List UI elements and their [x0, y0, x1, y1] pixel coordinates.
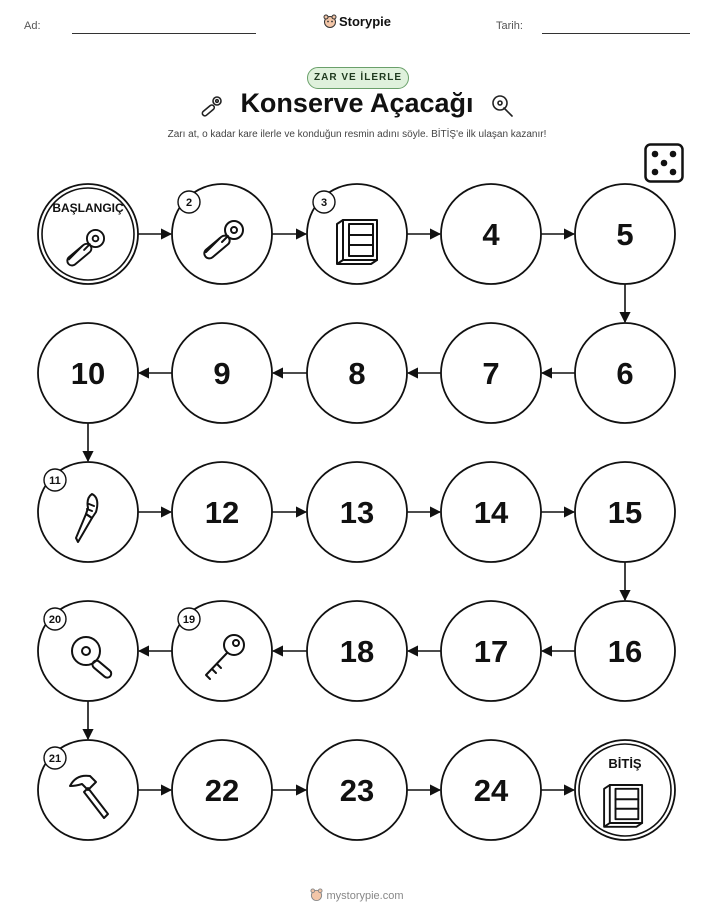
board-space-23[interactable] [307, 740, 407, 840]
space-number: 10 [70, 356, 106, 391]
space-number: 21 [48, 753, 62, 765]
space-number: 13 [339, 495, 375, 530]
space-number: 20 [48, 614, 62, 626]
board-space-7[interactable] [441, 323, 541, 423]
footer-url: mystorypie.com [326, 890, 404, 902]
board-space-19[interactable] [172, 601, 272, 701]
board-space-4[interactable] [441, 184, 541, 284]
space-number: 14 [473, 495, 509, 530]
board-space-25[interactable] [575, 740, 675, 840]
board-space-20[interactable] [38, 601, 138, 701]
board-space-5[interactable] [575, 184, 675, 284]
board-space-1[interactable] [38, 184, 138, 284]
board-space-3[interactable] [307, 184, 407, 284]
board-space-24[interactable] [441, 740, 541, 840]
board-space-18[interactable] [307, 601, 407, 701]
space-number: 24 [473, 773, 509, 808]
board-space-8[interactable] [307, 323, 407, 423]
page-title: Konserve Açacağı [240, 88, 474, 118]
date-label: Tarih: [496, 20, 523, 32]
brand-name: Storypie [338, 14, 391, 29]
space-number: 6 [616, 356, 634, 391]
board-space-14[interactable] [441, 462, 541, 562]
board-space-16[interactable] [575, 601, 675, 701]
board-space-6[interactable] [575, 323, 675, 423]
board-space-9[interactable] [172, 323, 272, 423]
space-number: 22 [204, 773, 240, 808]
storypie-logo-icon [310, 888, 323, 901]
space-number: 9 [213, 356, 231, 391]
board-space-21[interactable] [38, 740, 138, 840]
board-space-11[interactable] [38, 462, 138, 562]
board-space-22[interactable] [172, 740, 272, 840]
start-label: BAŞLANGIÇ [52, 201, 124, 215]
space-number: 2 [185, 197, 193, 209]
space-number: 4 [482, 217, 500, 252]
footer [0, 888, 714, 902]
finish-label: BİTİŞ [608, 756, 642, 771]
instructions: Zarı at, o kadar kare ilerle ve konduğun resmin adını söyle. BİTİŞ'e ilk ulaşan kazanır! [167, 129, 547, 140]
space-number: 5 [616, 217, 634, 252]
space-number: 3 [320, 197, 328, 209]
board-space-2[interactable] [172, 184, 272, 284]
board-space-13[interactable] [307, 462, 407, 562]
space-number: 17 [473, 634, 509, 669]
space-number: 18 [339, 634, 375, 669]
board-space-15[interactable] [575, 462, 675, 562]
space-number: 7 [482, 356, 500, 391]
space-number: 19 [182, 614, 196, 626]
space-number: 12 [204, 495, 240, 530]
board-space-12[interactable] [172, 462, 272, 562]
space-number: 23 [339, 773, 375, 808]
space-number: 8 [348, 356, 366, 391]
game-type-badge: ZAR VE İLERLE [307, 67, 409, 89]
name-label: Ad: [24, 20, 41, 32]
board-space-17[interactable] [441, 601, 541, 701]
space-circle [575, 740, 675, 840]
space-number: 16 [607, 634, 643, 669]
board-space-10[interactable] [38, 323, 138, 423]
space-number: 11 [49, 475, 61, 487]
space-number: 15 [607, 495, 643, 530]
